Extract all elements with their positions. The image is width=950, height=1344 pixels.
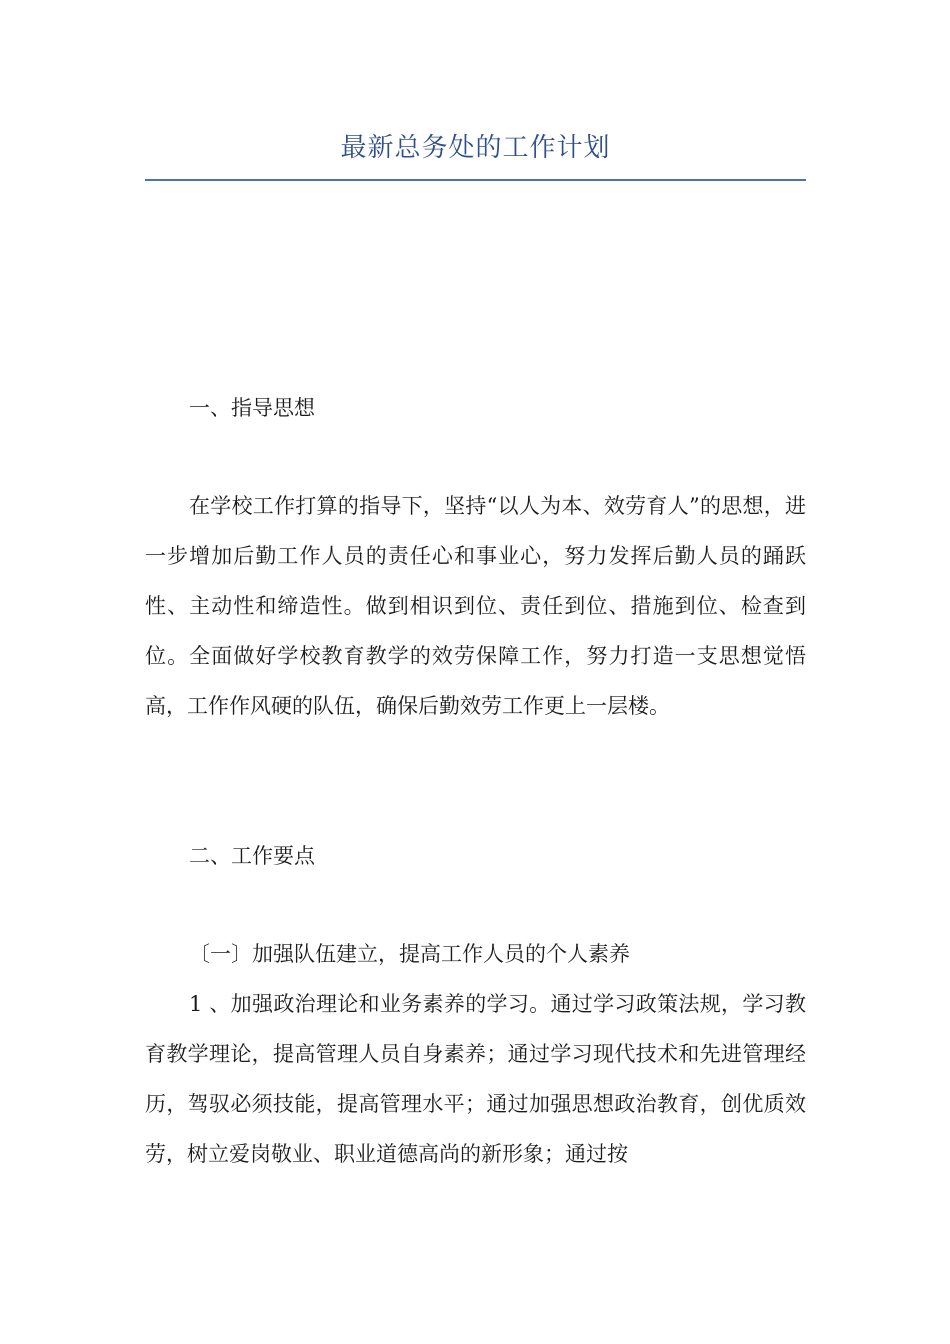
- document-title: 最新总务处的工作计划: [340, 133, 611, 163]
- guiding-ideology-paragraph: 在学校工作打算的指导下，坚持“以人为本、效劳育人”的思想，进一步增加后勤工作人员的责任心和事业心，努力发挥后勤人员的踊跃性、主动性和缔造性。做到相识到位、责任到位、措施到位、检查到位。全面做好学校教育教学的效劳保障工作，努力打造一支思想觉悟高，工作作风硬的队伍，确保后勤效劳工作更上一层楼。: [145, 494, 806, 718]
- subsection-heading-team-building: 〔一〕加强队伍建立，提高工作人员的个人素养: [189, 942, 630, 966]
- title-underline: [145, 179, 806, 181]
- section-heading-work-points: 二、工作要点: [189, 844, 315, 868]
- item-1-paragraph: 1 、加强政治理论和业务素养的学习。通过学习政策法规，学习教育教学理论，提高管理人员自身素养；通过学习现代技术和先进管理经历，驾驭必须技能，提高管理水平；通过加强思想政治教育，创优质效劳，树立爱岗敬业、职业道德高尚的新形象；通过按: [145, 992, 806, 1166]
- section-heading-guiding-ideology: 一、指导思想: [189, 396, 315, 420]
